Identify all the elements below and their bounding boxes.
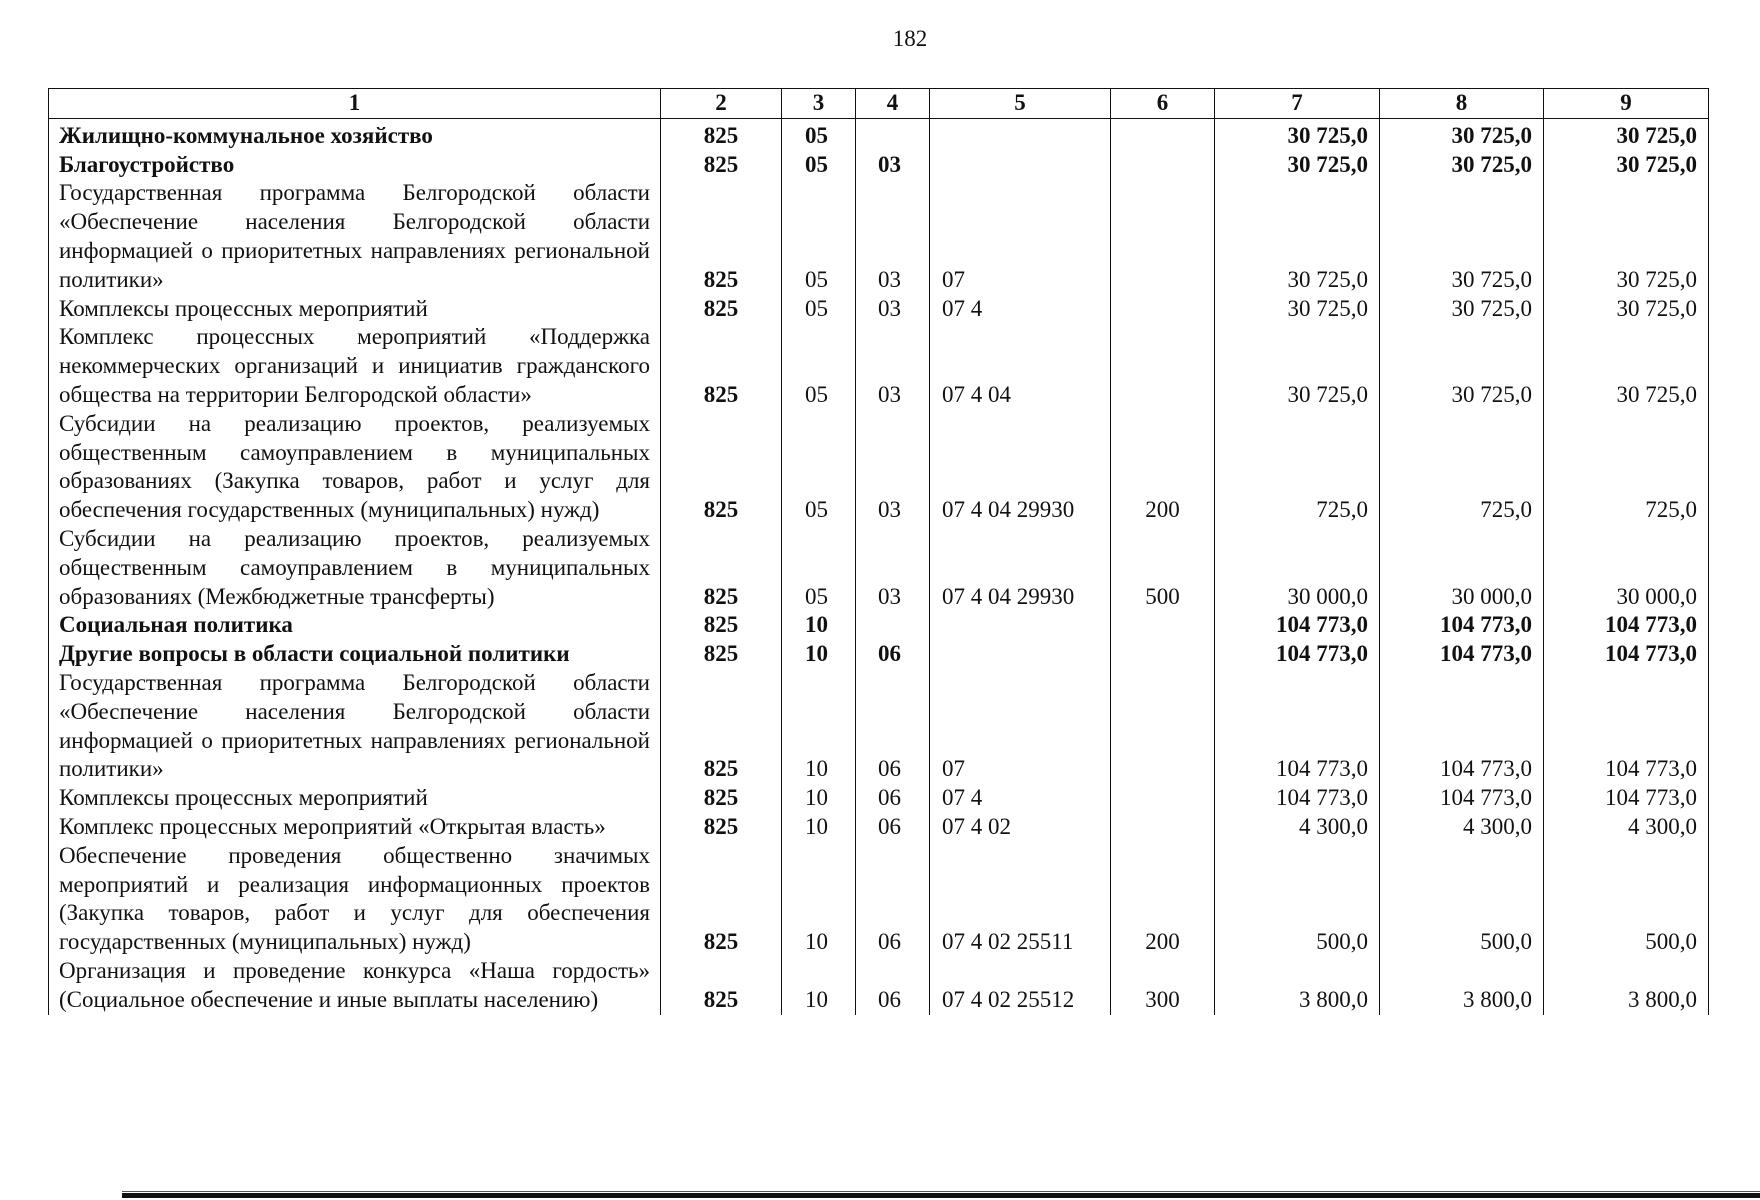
- amount-col8-cell: 30 725,0: [1380, 323, 1544, 409]
- row-name-cell: Комплекс процессных мероприятий «Поддержка некоммерческих организаций и инициатив гражданского общества на территории Белгородской области»: [49, 323, 661, 409]
- expense-type-cell: 200: [1111, 410, 1215, 525]
- column-header-3: 3: [782, 89, 856, 119]
- subsection-code-cell: [856, 118, 930, 150]
- footer-rule-thin: [122, 1191, 1760, 1192]
- subsection-code-cell: 06: [856, 842, 930, 957]
- admin-code-cell: 825: [661, 323, 782, 409]
- amount-col9-cell: 30 725,0: [1544, 151, 1709, 180]
- amount-col9-cell: 30 725,0: [1544, 179, 1709, 294]
- amount-col8-cell: 30 725,0: [1380, 118, 1544, 150]
- expense-type-cell: [1111, 323, 1215, 409]
- amount-col9-cell: 104 773,0: [1544, 640, 1709, 669]
- amount-col9-cell: 30 725,0: [1544, 118, 1709, 150]
- section-code-cell: 10: [782, 784, 856, 813]
- amount-col8-cell: 104 773,0: [1380, 611, 1544, 640]
- admin-code-cell: 825: [661, 151, 782, 180]
- expense-type-cell: [1111, 118, 1215, 150]
- section-code-cell: 05: [782, 118, 856, 150]
- amount-col7-cell: 104 773,0: [1215, 784, 1380, 813]
- column-header-2: 2: [661, 89, 782, 119]
- section-code-cell: 10: [782, 611, 856, 640]
- admin-code-cell: 825: [661, 295, 782, 324]
- amount-col7-cell: 725,0: [1215, 410, 1380, 525]
- expense-type-cell: [1111, 295, 1215, 324]
- row-name-cell: Организация и проведение конкурса «Наша гордость» (Социальное обеспечение и иные выплаты населению): [49, 957, 661, 1015]
- table-row: [49, 842, 1709, 957]
- section-code-cell: 05: [782, 525, 856, 611]
- subsection-code-cell: 06: [856, 669, 930, 784]
- column-header-7: 7: [1215, 89, 1380, 119]
- amount-col9-cell: 4 300,0: [1544, 813, 1709, 842]
- amount-col7-cell: 30 725,0: [1215, 118, 1380, 150]
- expense-type-cell: [1111, 784, 1215, 813]
- row-name-cell: Комплексы процессных мероприятий: [49, 784, 661, 813]
- subsection-code-cell: 06: [856, 640, 930, 669]
- row-name-cell: Комплексы процессных мероприятий: [49, 295, 661, 324]
- table-row: [49, 640, 1709, 669]
- column-header-9: 9: [1544, 89, 1709, 119]
- table-row: [49, 179, 1709, 294]
- section-code-cell: 10: [782, 813, 856, 842]
- amount-col7-cell: 30 000,0: [1215, 525, 1380, 611]
- section-code-cell: 10: [782, 640, 856, 669]
- amount-col8-cell: 104 773,0: [1380, 640, 1544, 669]
- section-code-cell: 05: [782, 410, 856, 525]
- table-body: [49, 118, 1709, 1014]
- table-row: [49, 784, 1709, 813]
- amount-col7-cell: 104 773,0: [1215, 611, 1380, 640]
- amount-col9-cell: 104 773,0: [1544, 669, 1709, 784]
- section-code-cell: 10: [782, 669, 856, 784]
- amount-col7-cell: 500,0: [1215, 842, 1380, 957]
- amount-col8-cell: 104 773,0: [1380, 784, 1544, 813]
- amount-col7-cell: 30 725,0: [1215, 179, 1380, 294]
- row-name-cell: Жилищно-коммунальное хозяйство: [49, 118, 661, 150]
- row-name-cell: Субсидии на реализацию проектов, реализуемых общественным самоуправлением в муниципальных образованиях (Межбюджетные трансферты): [49, 525, 661, 611]
- admin-code-cell: 825: [661, 957, 782, 1015]
- amount-col8-cell: 104 773,0: [1380, 669, 1544, 784]
- amount-col9-cell: 30 725,0: [1544, 295, 1709, 324]
- admin-code-cell: 825: [661, 410, 782, 525]
- table-row: [49, 669, 1709, 784]
- amount-col7-cell: 30 725,0: [1215, 151, 1380, 180]
- admin-code-cell: 825: [661, 640, 782, 669]
- subsection-code-cell: 03: [856, 151, 930, 180]
- amount-col7-cell: 4 300,0: [1215, 813, 1380, 842]
- table-header: [49, 89, 1709, 119]
- table-row: [49, 611, 1709, 640]
- target-article-cell: [930, 640, 1111, 669]
- expense-type-cell: 200: [1111, 842, 1215, 957]
- target-article-cell: [930, 118, 1111, 150]
- table-row: [49, 118, 1709, 150]
- subsection-code-cell: [856, 611, 930, 640]
- target-article-cell: 07 4 02 25511: [930, 842, 1111, 957]
- subsection-code-cell: 03: [856, 410, 930, 525]
- amount-col8-cell: 500,0: [1380, 842, 1544, 957]
- column-header-8: 8: [1380, 89, 1544, 119]
- subsection-code-cell: 06: [856, 813, 930, 842]
- target-article-cell: 07 4 04: [930, 323, 1111, 409]
- expense-type-cell: 300: [1111, 957, 1215, 1015]
- amount-col9-cell: 500,0: [1544, 842, 1709, 957]
- admin-code-cell: 825: [661, 611, 782, 640]
- row-name-cell: Другие вопросы в области социальной политики: [49, 640, 661, 669]
- amount-col9-cell: 104 773,0: [1544, 784, 1709, 813]
- section-code-cell: 05: [782, 295, 856, 324]
- admin-code-cell: 825: [661, 669, 782, 784]
- subsection-code-cell: 03: [856, 295, 930, 324]
- amount-col8-cell: 30 000,0: [1380, 525, 1544, 611]
- amount-col8-cell: 30 725,0: [1380, 179, 1544, 294]
- row-name-cell: Благоустройство: [49, 151, 661, 180]
- target-article-cell: 07 4 04 29930: [930, 410, 1111, 525]
- target-article-cell: 07 4: [930, 784, 1111, 813]
- target-article-cell: 07 4 02 25512: [930, 957, 1111, 1015]
- amount-col9-cell: 725,0: [1544, 410, 1709, 525]
- row-name-cell: Государственная программа Белгородской области «Обеспечение населения Белгородской области информацией о приоритетных направлениях региональной политики»: [49, 669, 661, 784]
- budget-table: [48, 88, 1709, 1015]
- admin-code-cell: 825: [661, 525, 782, 611]
- amount-col8-cell: 4 300,0: [1380, 813, 1544, 842]
- section-code-cell: 05: [782, 179, 856, 294]
- expense-type-cell: [1111, 151, 1215, 180]
- target-article-cell: 07: [930, 669, 1111, 784]
- amount-col7-cell: 3 800,0: [1215, 957, 1380, 1015]
- admin-code-cell: 825: [661, 118, 782, 150]
- subsection-code-cell: 03: [856, 323, 930, 409]
- header-row: [49, 89, 1709, 119]
- table-row: [49, 813, 1709, 842]
- section-code-cell: 10: [782, 842, 856, 957]
- section-code-cell: 05: [782, 151, 856, 180]
- page-number: 182: [892, 26, 928, 51]
- subsection-code-cell: 03: [856, 525, 930, 611]
- column-header-5: 5: [930, 89, 1111, 119]
- row-name-cell: Социальная политика: [49, 611, 661, 640]
- subsection-code-cell: 06: [856, 784, 930, 813]
- admin-code-cell: 825: [661, 842, 782, 957]
- target-article-cell: 07: [930, 179, 1111, 294]
- admin-code-cell: 825: [661, 179, 782, 294]
- table-row: [49, 151, 1709, 180]
- target-article-cell: 07 4: [930, 295, 1111, 324]
- amount-col8-cell: 725,0: [1380, 410, 1544, 525]
- column-header-4: 4: [856, 89, 930, 119]
- target-article-cell: 07 4 02: [930, 813, 1111, 842]
- amount-col8-cell: 30 725,0: [1380, 295, 1544, 324]
- amount-col9-cell: 30 000,0: [1544, 525, 1709, 611]
- admin-code-cell: 825: [661, 813, 782, 842]
- amount-col9-cell: 30 725,0: [1544, 323, 1709, 409]
- table-row: [49, 295, 1709, 324]
- expense-type-cell: [1111, 611, 1215, 640]
- amount-col9-cell: 3 800,0: [1544, 957, 1709, 1015]
- table-row: [49, 410, 1709, 525]
- table-row: [49, 957, 1709, 1015]
- expense-type-cell: [1111, 179, 1215, 294]
- amount-col9-cell: 104 773,0: [1544, 611, 1709, 640]
- amount-col7-cell: 30 725,0: [1215, 323, 1380, 409]
- amount-col8-cell: 3 800,0: [1380, 957, 1544, 1015]
- footer-rule: [122, 1193, 1760, 1198]
- target-article-cell: 07 4 04 29930: [930, 525, 1111, 611]
- row-name-cell: Обеспечение проведения общественно значимых мероприятий и реализация информационных проектов (Закупка товаров, работ и услуг для обеспечения государственных (муниципальных) нужд): [49, 842, 661, 957]
- target-article-cell: [930, 151, 1111, 180]
- table-row: [49, 323, 1709, 409]
- column-header-6: 6: [1111, 89, 1215, 119]
- subsection-code-cell: 03: [856, 179, 930, 294]
- expense-type-cell: [1111, 669, 1215, 784]
- column-header-1: 1: [49, 89, 661, 119]
- section-code-cell: 05: [782, 323, 856, 409]
- subsection-code-cell: 06: [856, 957, 930, 1015]
- expense-type-cell: [1111, 813, 1215, 842]
- row-name-cell: Комплекс процессных мероприятий «Открытая власть»: [49, 813, 661, 842]
- row-name-cell: Субсидии на реализацию проектов, реализуемых общественным самоуправлением в муниципальных образованиях (Закупка товаров, работ и услуг для обеспечения государственных (муниципальных) нужд): [49, 410, 661, 525]
- table-row: [49, 525, 1709, 611]
- target-article-cell: [930, 611, 1111, 640]
- section-code-cell: 10: [782, 957, 856, 1015]
- amount-col8-cell: 30 725,0: [1380, 151, 1544, 180]
- amount-col7-cell: 104 773,0: [1215, 669, 1380, 784]
- amount-col7-cell: 104 773,0: [1215, 640, 1380, 669]
- amount-col7-cell: 30 725,0: [1215, 295, 1380, 324]
- expense-type-cell: [1111, 640, 1215, 669]
- expense-type-cell: 500: [1111, 525, 1215, 611]
- admin-code-cell: 825: [661, 784, 782, 813]
- row-name-cell: Государственная программа Белгородской области «Обеспечение населения Белгородской области информацией о приоритетных направлениях региональной политики»: [49, 179, 661, 294]
